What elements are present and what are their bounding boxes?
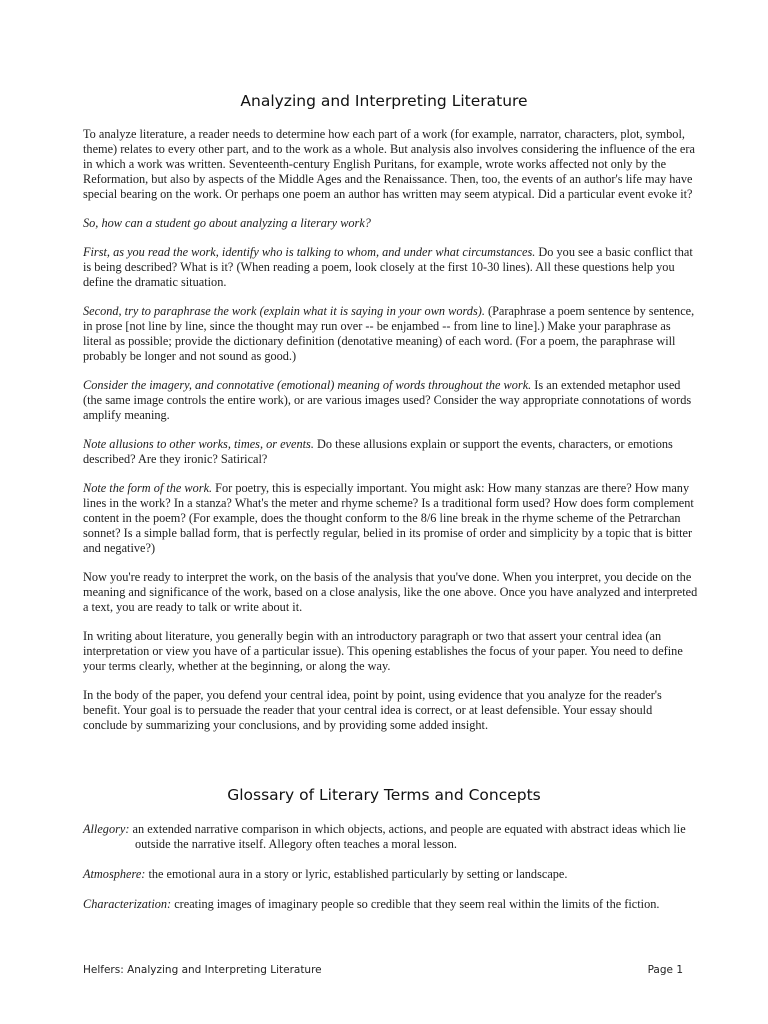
glossary-term: Allegory:: [83, 822, 130, 836]
glossary-definition: the emotional aura in a story or lyric, established particularly by setting or landscape.: [145, 867, 568, 881]
paragraph: First, as you read the work, identify who is talking to whom, and under what circumstances. Do you see a basic conflict that is being described? What is it? (When reading a poem, look closely at the first 10-30 lines). All these questions help you define the dramatic situation.: [83, 245, 693, 289]
page-title: Analyzing and Interpreting Literature: [240, 92, 528, 110]
glossary-entry: [83, 897, 698, 912]
glossary-definition: creating images of imaginary people so credible that they seem real within the limits of the fiction.: [171, 897, 660, 911]
glossary-list: [83, 822, 698, 927]
glossary-title: Glossary of Literary Terms and Concepts: [227, 786, 541, 804]
footer-running-title: Helfers: Analyzing and Interpreting Literature: [83, 964, 322, 976]
analysis-body: [83, 127, 698, 747]
glossary-entry: [83, 867, 698, 882]
page-number: Page 1: [647, 964, 683, 976]
paragraph: To analyze literature, a reader needs to determine how each part of a work (for example, narrator, characters, plot, symbol, theme) relates to every other part, and to the work as a whole. But analysis also involves considering the influence of the era in which a work was written. Seventeenth-century English Puritans, for example, wrote works affected not only by the Reformation, but also by aspects of the Middle Ages and the Renaissance. Then, too, the events of an author's life may have special bearing on the work. Or perhaps one poem an author has written may seem atypical. Did a particular event evoke it?: [83, 127, 695, 201]
paragraph: Note the form of the work. For poetry, this is especially important. You might ask: How many stanzas are there? How many lines in the work? In a stanza? What's the meter and rhyme scheme? Is a traditional form used? How does form complement content in the poem? (For example, does the thought conform to the 8/6 line break in the rhyme scheme of the Petrarchan sonnet? Is a simple ballad form, that is perfectly regular, belied in its promise of order and simplicity by a topic that is bitter and negative?): [83, 481, 694, 555]
paragraph: In the body of the paper, you defend your central idea, point by point, using evidence that you analyze for the reader's benefit. Your goal is to persuade the reader that your central idea is correct, or at least defensible. Your essay should conclude by summarizing your conclusions, and by providing some added insight.: [83, 688, 662, 732]
glossary-entry: [83, 822, 698, 852]
paragraph: In writing about literature, you generally begin with an introductory paragraph or two that assert your central idea (an interpretation or view you have of a particular issue). This opening establishes the focus of your paper. You need to define your terms clearly, whether at the beginning, or along the way.: [83, 629, 683, 673]
paragraph: Second, try to paraphrase the work (explain what it is saying in your own words). (Paraphrase a poem sentence by sentence, in prose [not line by line, since the thought may run over -- be enjambed -- from line to line].) Make your paraphrase as literal as possible; provide the dictionary definition (denotative meaning) of each word. (For a poem, the paraphrase will probably be longer and not sound as good.): [83, 304, 695, 363]
glossary-definition: an extended narrative comparison in which objects, actions, and people are equated with abstract ideas which lie outside the narrative itself. Allegory often teaches a moral lesson.: [129, 822, 686, 851]
paragraph: Consider the imagery, and connotative (emotional) meaning of words throughout the work. Is an extended metaphor used (the same image controls the entire work), or are various images used? Consider the way appropriate connotations of words amplify meaning.: [83, 378, 692, 422]
glossary-term: Characterization:: [83, 897, 172, 911]
paragraph: Note allusions to other works, times, or events. Do these allusions explain or support the events, characters, or emotions described? Are they ironic? Satirical?: [83, 437, 673, 466]
paragraph: Now you're ready to interpret the work, on the basis of the analysis that you've done. When you interpret, you decide on the meaning and significance of the work, based on a close analysis, like the one above. Once you have analyzed and interpreted a text, you are ready to talk or write about it.: [83, 570, 698, 614]
glossary-term: Atmosphere:: [83, 867, 146, 881]
paragraph: So, how can a student go about analyzing a literary work?: [83, 216, 371, 230]
